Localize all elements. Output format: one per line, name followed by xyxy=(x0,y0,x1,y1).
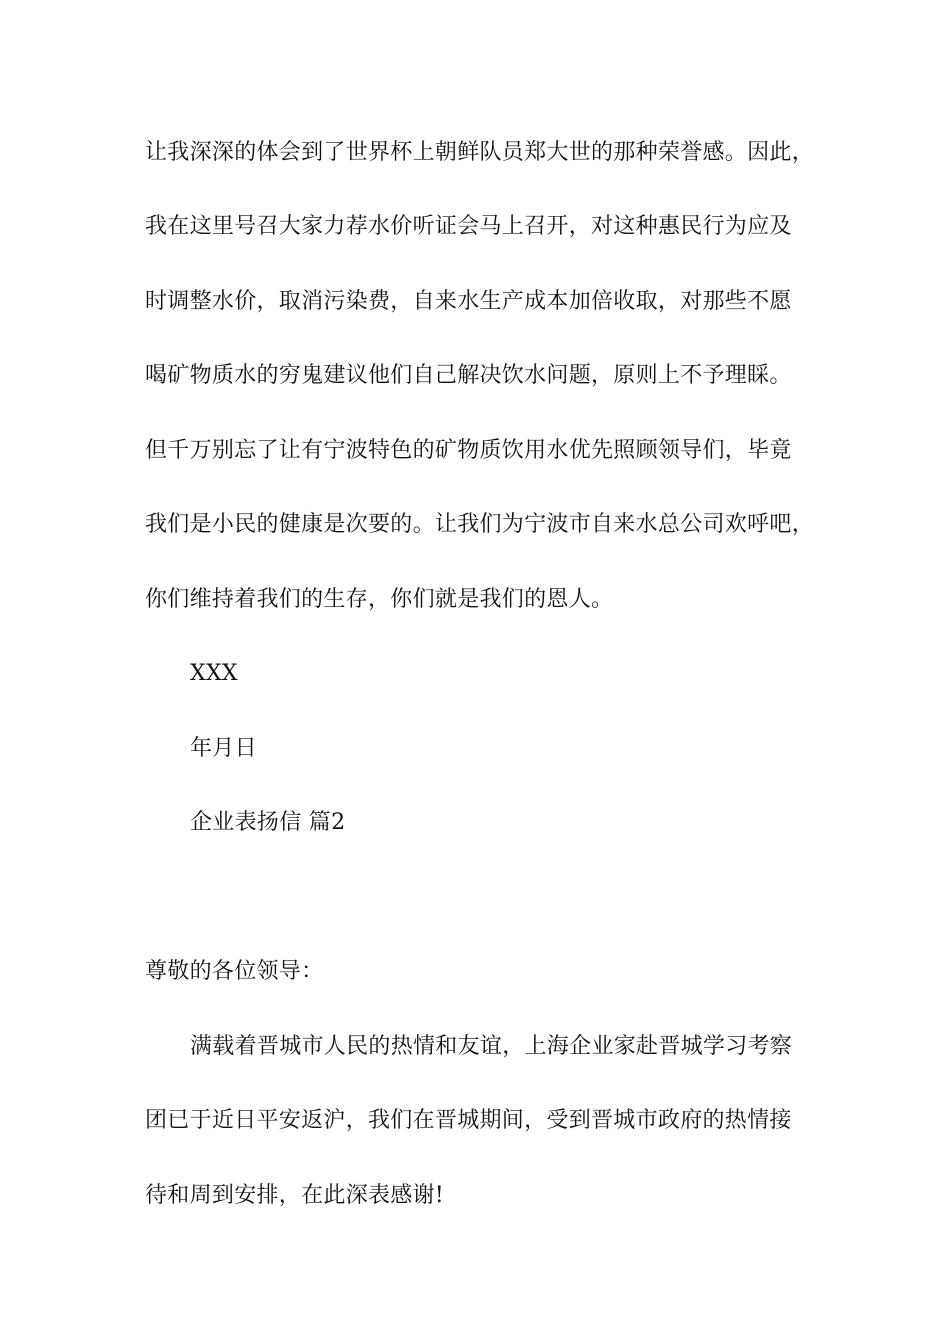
signature: XXX xyxy=(190,661,238,686)
paragraph-line-2: 我在这里号召大家力荐水价听证会马上召开，对这种惠民行为应及 xyxy=(145,214,792,239)
letter-line-3: 待和周到安排，在此深表感谢! xyxy=(145,1183,445,1208)
paragraph-line-3: 时调整水价，取消污染费，自来水生产成本加倍收取，对那些不愿 xyxy=(145,289,792,314)
letter-line-1: 满载着晋城市人民的热情和友谊，上海企业家赴晋城学习考察 xyxy=(190,1034,793,1059)
paragraph-line-5: 但千万别忘了让有宁波特色的矿物质饮用水优先照顾领导们，毕竟 xyxy=(145,438,792,463)
salutation: 尊敬的各位领导： xyxy=(145,959,324,984)
letter-line-2: 团已于近日平安返沪，我们在晋城期间，受到晋城市政府的热情接 xyxy=(145,1108,792,1133)
paragraph-line-1: 让我深深的体会到了世界杯上朝鲜队员郑大世的那种荣誉感。因此， xyxy=(145,140,815,165)
date-line: 年月日 xyxy=(190,736,257,761)
section-title: 企业表扬信 篇2 xyxy=(190,810,346,835)
paragraph-line-4: 喝矿物质水的穷鬼建议他们自己解决饮水问题，原则上不予理睬。 xyxy=(145,363,792,388)
paragraph-line-7: 你们维持着我们的生存，你们就是我们的恩人。 xyxy=(145,587,614,612)
paragraph-line-6: 我们是小民的健康是次要的。让我们为宁波市自来水总公司欢呼吧， xyxy=(145,512,815,537)
